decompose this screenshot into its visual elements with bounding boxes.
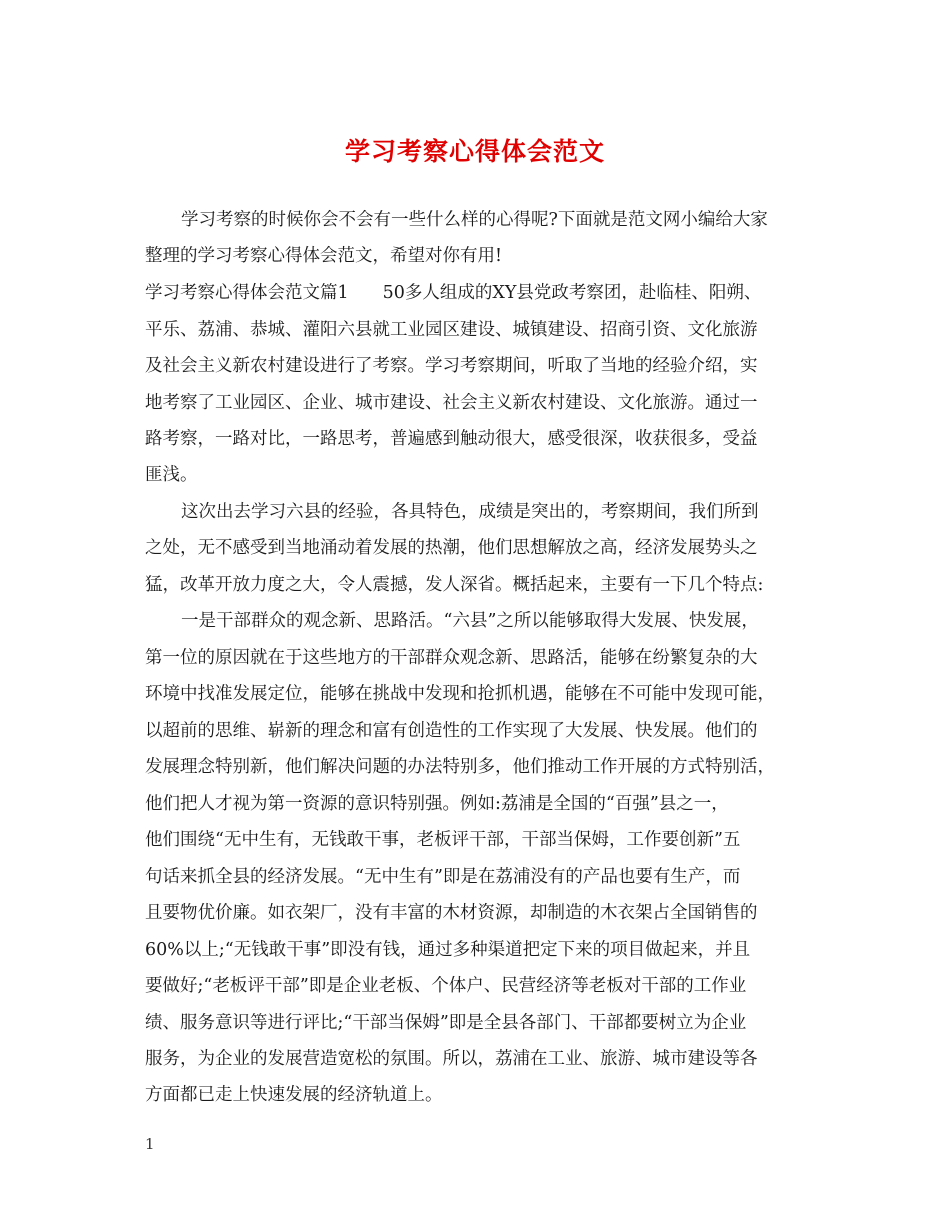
text-line: 以超前的思维、崭新的理念和富有创造性的工作实现了大发展、快发展。他们的 — [145, 721, 758, 741]
text-line: 服务，为企业的发展营造宽松的氛围。所以，荔浦在工业、旅游、城市建设等各 — [145, 1049, 758, 1069]
text-line: 60%以上;“无钱敢干事”即没有钱，通过多种渠道把定下来的项目做起来，并且 — [145, 940, 751, 960]
text-line: 猛，改革开放力度之大，令人震撼，发人深省。概括起来，主要有一下几个特点: — [145, 575, 764, 595]
text-line: 匪浅。 — [145, 465, 198, 485]
text-line: 地考察了工业园区、企业、城市建设、社会主义新农村建设、文化旅游。通过一 — [145, 393, 758, 413]
text-line-section-heading — [145, 281, 761, 305]
page-title: 学习考察心得体会范文 — [344, 137, 605, 166]
text-line: 平乐、荔浦、恭城、灌阳六县就工业园区建设、城镇建设、招商引资、文化旅游 — [145, 320, 758, 340]
text-line: 之处，无不感受到当地涌动着发展的热潮，他们思想解放之高，经济发展势头之 — [145, 538, 758, 558]
text-line: 第一位的原因就在于这些地方的干部群众观念新、思路活，能够在纷繁复杂的大 — [145, 648, 758, 668]
text-line: 且要物优价廉。如衣架厂，没有丰富的木材资源，却制造的木衣架占全国销售的 — [145, 903, 758, 923]
text-segment: 50多人组成的XY县党政考察团，赴临桂、阳朔、 — [382, 283, 762, 303]
text-line: 要做好;“老板评干部”即是企业老板、个体户、民营经济等老板对干部的工作业 — [145, 976, 747, 996]
text-line: 他们把人才视为第一资源的意识特别强。例如:荔浦是全国的“百强”县之一， — [145, 794, 729, 814]
page-number: 1 — [145, 1135, 155, 1153]
text-line: 绩、服务意识等进行评比;“干部当保姆”即是全县各部门、干部都要树立为企业 — [145, 1013, 747, 1033]
text-line: 路考察，一路对比，一路思考，普遍感到触动很大，感受很深，收获很多，受益 — [145, 429, 758, 449]
text-line: 及社会主义新农村建设进行了考察。学习考察期间，听取了当地的经验介绍，实 — [145, 356, 758, 376]
text-line: 一是干部群众的观念新、思路活。“六县”之所以能够取得大发展、快发展， — [181, 611, 759, 631]
text-line: 这次出去学习六县的经验，各具特色，成绩是突出的，考察期间，我们所到 — [181, 502, 759, 522]
section-heading: 学习考察心得体会范文篇1 — [145, 283, 349, 303]
text-line: 句话来抓全县的经济发展。“无中生有”即是在荔浦没有的产品也要有生产，而 — [145, 867, 741, 887]
text-line: 他们围绕“无中生有，无钱敢干事，老板评干部，干部当保姆，工作要创新”五 — [145, 830, 741, 850]
text-line: 环境中找准发展定位，能够在挑战中发现和抢抓机遇，能够在不可能中发现可能， — [145, 684, 775, 704]
text-line: 学习考察的时候你会不会有一些什么样的心得呢?下面就是范文网小编给大家 — [181, 210, 768, 230]
text-line: 发展理念特别新，他们解决问题的办法特别多，他们推动工作开展的方式特别活， — [145, 757, 775, 777]
text-line: 整理的学习考察心得体会范文，希望对你有用! — [145, 246, 503, 266]
text-line: 方面都已走上快速发展的经济轨道上。 — [145, 1085, 443, 1105]
